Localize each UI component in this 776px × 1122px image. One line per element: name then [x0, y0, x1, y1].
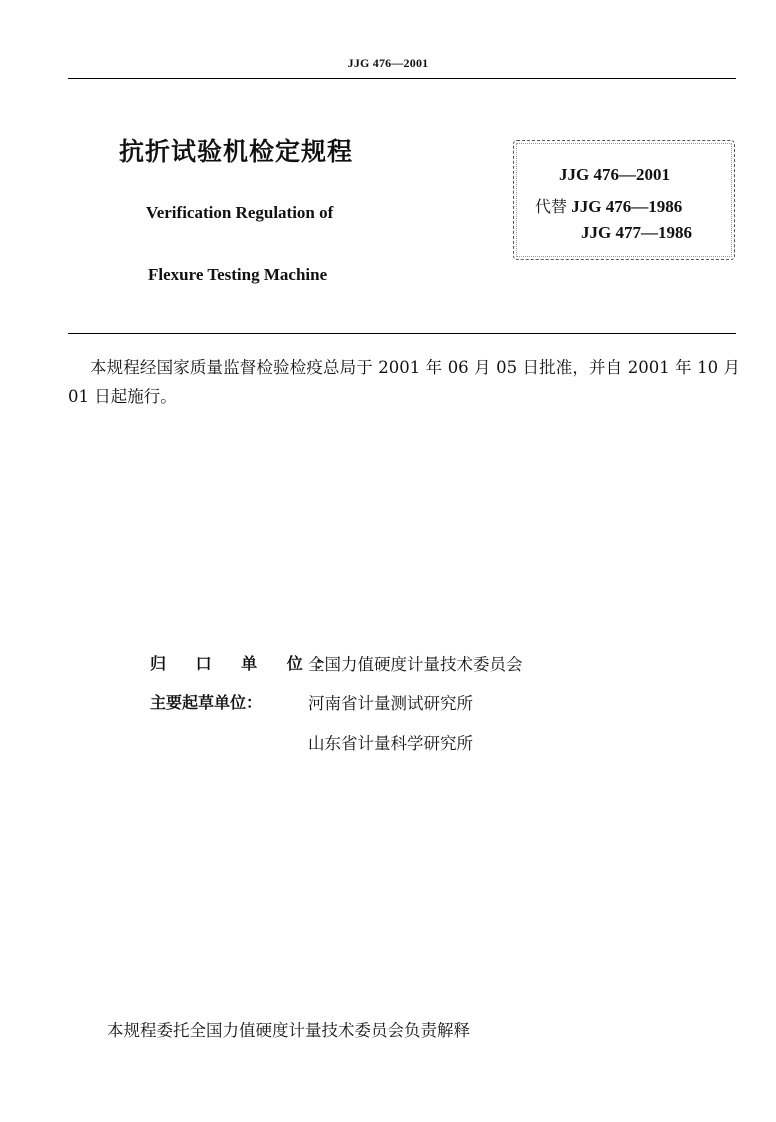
replaces-line-1: [535, 194, 682, 217]
title-english-line2: Flexure Testing Machine: [148, 265, 328, 284]
title-chinese: 抗折试验机检定规程: [119, 137, 354, 166]
drafting-unit-label: 主要起草单位：: [150, 693, 263, 712]
current-code: JJG 476—2001: [559, 165, 670, 184]
approval-paragraph: 本规程经国家质量监督检验检疫总局于 2001 年 06 月 05 日批准，并自 2001 年 10 月 01 日起施行。: [68, 358, 740, 406]
centralized-unit-value: 全国力值硬度计量技术委员会: [308, 655, 523, 674]
header-standard-code: JJG 476—2001: [347, 56, 429, 70]
replaced-code-1: JJG 476—1986: [571, 197, 683, 216]
interpretation-note: 本规程委托全国力值硬度计量技术委员会负责解释: [107, 1021, 470, 1040]
drafting-unit-1: 河南省计量测试研究所: [308, 694, 473, 713]
replaces-prefix: 代替: [535, 197, 568, 216]
section-rule: [68, 333, 736, 334]
replaced-code-2: JJG 477—1986: [581, 223, 692, 242]
drafting-unit-2: 山东省计量科学研究所: [308, 734, 473, 753]
centralized-unit-label: 归 口 单 位：: [150, 654, 343, 673]
header-rule: [68, 78, 736, 79]
title-english-line1: Verification Regulation of: [146, 203, 334, 222]
